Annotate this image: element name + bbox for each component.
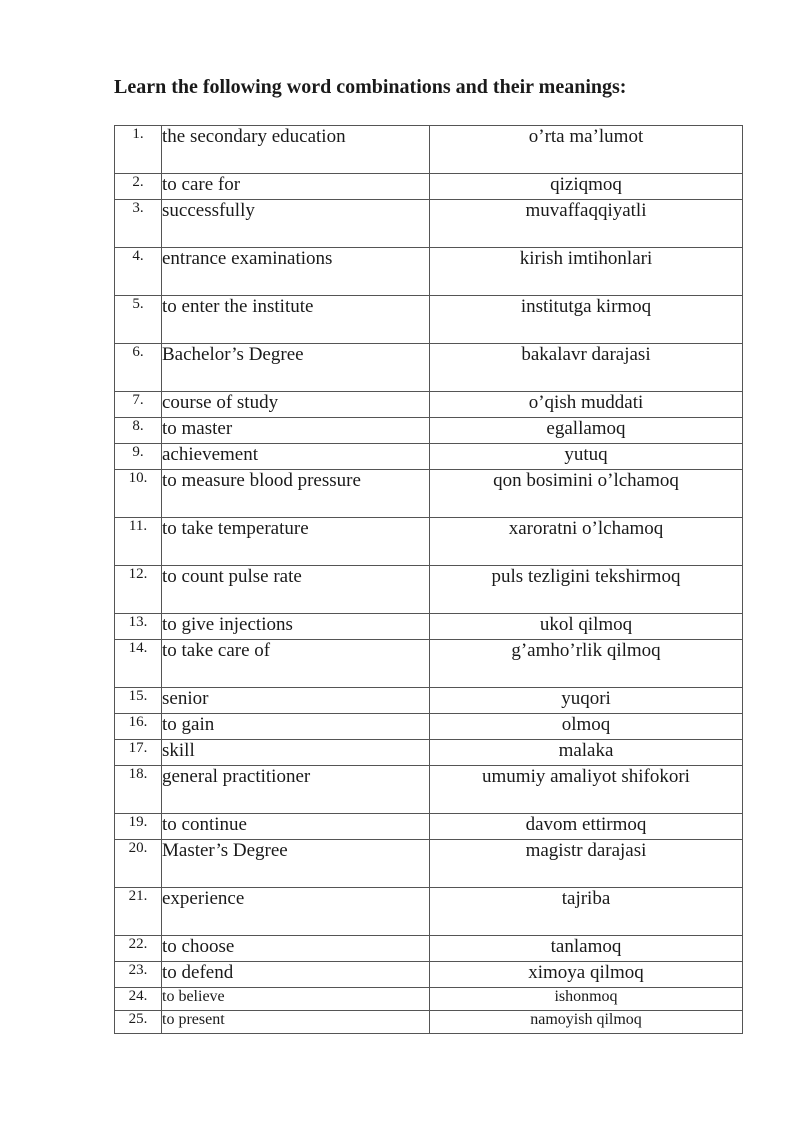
english-term: successfully [162, 200, 430, 248]
uzbek-translation: egallamoq [430, 418, 743, 444]
english-term: to believe [162, 988, 430, 1011]
row-number: 17. [115, 740, 162, 766]
table-row [115, 200, 743, 248]
english-term: Bachelor’s Degree [162, 344, 430, 392]
table-row [115, 962, 743, 988]
uzbek-translation: o’qish muddati [430, 392, 743, 418]
table-row [115, 518, 743, 566]
row-number: 10. [115, 470, 162, 518]
table-row [115, 888, 743, 936]
uzbek-translation: ukol qilmoq [430, 614, 743, 640]
row-number: 16. [115, 714, 162, 740]
row-number: 6. [115, 344, 162, 392]
table-row [115, 766, 743, 814]
english-term: to take temperature [162, 518, 430, 566]
table-row [115, 566, 743, 614]
row-number: 4. [115, 248, 162, 296]
row-number: 21. [115, 888, 162, 936]
english-term: Master’s Degree [162, 840, 430, 888]
uzbek-translation: tanlamoq [430, 936, 743, 962]
uzbek-translation: xaroratni o’lchamoq [430, 518, 743, 566]
table-row [115, 840, 743, 888]
english-term: to measure blood pressure [162, 470, 430, 518]
uzbek-translation: namoyish qilmoq [430, 1011, 743, 1034]
row-number: 3. [115, 200, 162, 248]
row-number: 22. [115, 936, 162, 962]
english-term: to continue [162, 814, 430, 840]
table-row [115, 740, 743, 766]
uzbek-translation: ishonmoq [430, 988, 743, 1011]
uzbek-translation: muvaffaqqiyatli [430, 200, 743, 248]
uzbek-translation: ximoya qilmoq [430, 962, 743, 988]
english-term: senior [162, 688, 430, 714]
english-term: general practitioner [162, 766, 430, 814]
english-term: achievement [162, 444, 430, 470]
row-number: 19. [115, 814, 162, 840]
vocabulary-table [114, 125, 743, 1034]
english-term: to care for [162, 174, 430, 200]
english-term: course of study [162, 392, 430, 418]
english-term: to count pulse rate [162, 566, 430, 614]
uzbek-translation: g’amho’rlik qilmoq [430, 640, 743, 688]
table-row [115, 174, 743, 200]
uzbek-translation: puls tezligini tekshirmoq [430, 566, 743, 614]
uzbek-translation: umumiy amaliyot shifokori [430, 766, 743, 814]
row-number: 14. [115, 640, 162, 688]
english-term: to present [162, 1011, 430, 1034]
english-term: to take care of [162, 640, 430, 688]
table-row [115, 248, 743, 296]
table-row [115, 126, 743, 174]
english-term: the secondary education [162, 126, 430, 174]
table-row [115, 936, 743, 962]
table-row [115, 392, 743, 418]
uzbek-translation: yutuq [430, 444, 743, 470]
row-number: 15. [115, 688, 162, 714]
table-row [115, 814, 743, 840]
table-row [115, 988, 743, 1011]
row-number: 8. [115, 418, 162, 444]
table-row [115, 1011, 743, 1034]
english-term: to give injections [162, 614, 430, 640]
uzbek-translation: institutga kirmoq [430, 296, 743, 344]
vocabulary-table-body [115, 126, 743, 1034]
page-title: Learn the following word combinations and their meanings: [114, 76, 627, 98]
row-number: 9. [115, 444, 162, 470]
row-number: 13. [115, 614, 162, 640]
table-row [115, 418, 743, 444]
table-row [115, 444, 743, 470]
row-number: 5. [115, 296, 162, 344]
uzbek-translation: yuqori [430, 688, 743, 714]
english-term: to gain [162, 714, 430, 740]
english-term: entrance examinations [162, 248, 430, 296]
uzbek-translation: magistr darajasi [430, 840, 743, 888]
english-term: to defend [162, 962, 430, 988]
english-term: experience [162, 888, 430, 936]
table-row [115, 344, 743, 392]
row-number: 25. [115, 1011, 162, 1034]
english-term: to choose [162, 936, 430, 962]
row-number: 7. [115, 392, 162, 418]
english-term: to enter the institute [162, 296, 430, 344]
english-term: skill [162, 740, 430, 766]
row-number: 2. [115, 174, 162, 200]
row-number: 18. [115, 766, 162, 814]
row-number: 11. [115, 518, 162, 566]
row-number: 12. [115, 566, 162, 614]
uzbek-translation: malaka [430, 740, 743, 766]
uzbek-translation: qiziqmoq [430, 174, 743, 200]
uzbek-translation: davom ettirmoq [430, 814, 743, 840]
uzbek-translation: o’rta ma’lumot [430, 126, 743, 174]
uzbek-translation: bakalavr darajasi [430, 344, 743, 392]
table-row [115, 470, 743, 518]
table-row [115, 688, 743, 714]
uzbek-translation: olmoq [430, 714, 743, 740]
row-number: 1. [115, 126, 162, 174]
table-row [115, 714, 743, 740]
table-row [115, 296, 743, 344]
uzbek-translation: tajriba [430, 888, 743, 936]
uzbek-translation: qon bosimini o’lchamoq [430, 470, 743, 518]
english-term: to master [162, 418, 430, 444]
row-number: 24. [115, 988, 162, 1011]
uzbek-translation: kirish imtihonlari [430, 248, 743, 296]
table-row [115, 614, 743, 640]
row-number: 23. [115, 962, 162, 988]
table-row [115, 640, 743, 688]
row-number: 20. [115, 840, 162, 888]
